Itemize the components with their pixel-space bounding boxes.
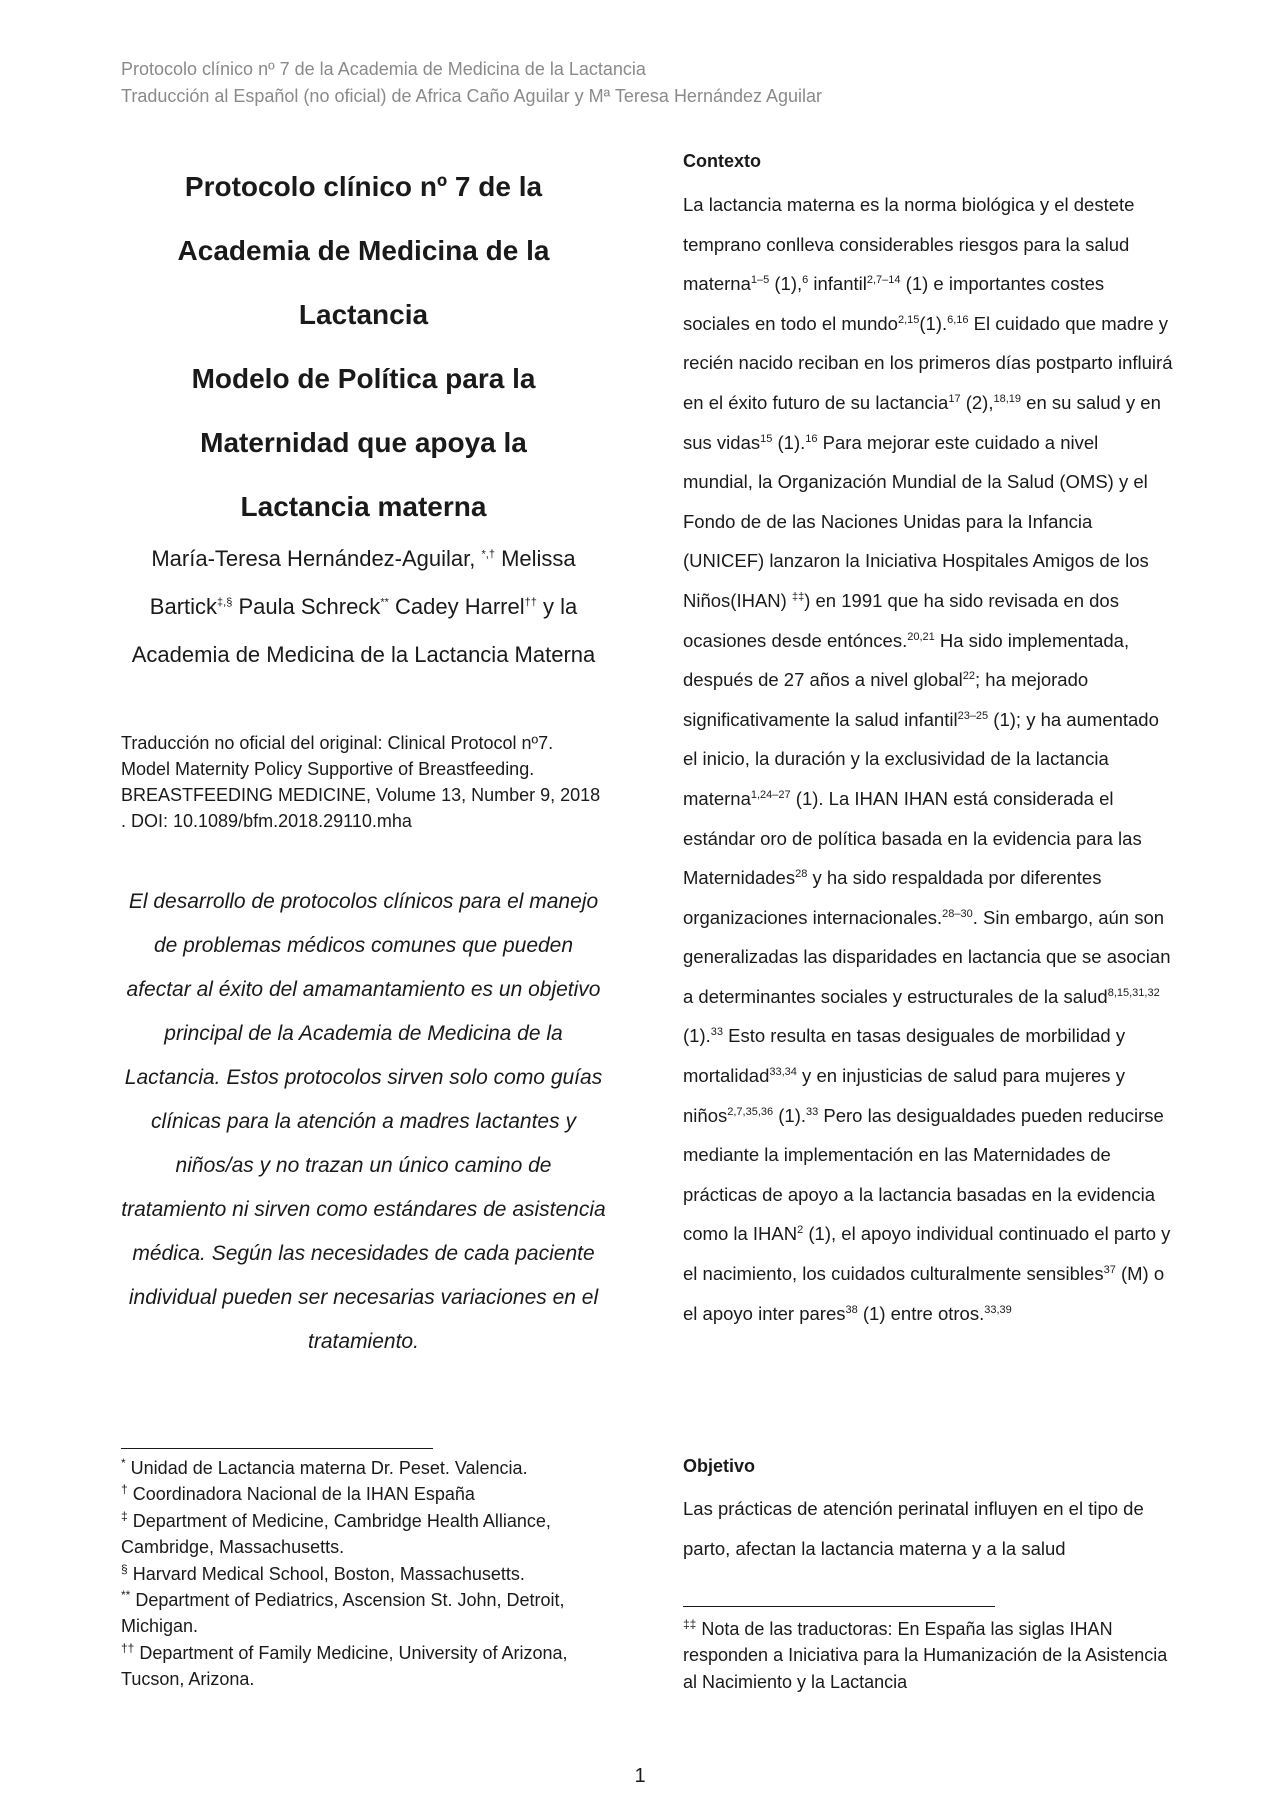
citation-superscript: 1,24–27 [750,788,791,801]
footnote-mark: ** [121,1588,131,1603]
citation-superscript: 17 [948,392,961,405]
body-text-run: (1). [772,431,806,453]
footnote-item [121,1455,606,1481]
running-header [121,56,1181,110]
footnote-text: Nota de las traductoras: En España las siglas IHAN responden a Iniciativa para la Humanización de la Asistencia al Nacimiento y la Lactancia [683,1619,1168,1692]
citation-superscript: 22 [962,669,976,682]
citation-superscript: 16 [805,432,818,445]
footnote-mark: † [121,1482,128,1497]
footnote-text: Department of Medicine, Cambridge Health Alliance, Cambridge, Massachusetts. [121,1510,551,1558]
citation-superscript: 33 [806,1105,819,1118]
footnote-item [121,1508,606,1561]
body-text-run: en su salud y en sus vidas [683,391,1161,453]
citation-superscript: 37 [1103,1263,1116,1276]
citation-superscript: 2,7,35,36 [727,1105,774,1118]
author-list [121,535,606,679]
title-line: Modelo de Política para la [191,363,536,394]
author-affiliation-mark: ** [380,596,389,609]
title-line: Maternidad que apoya la [200,427,527,458]
citation-superscript: 28 [795,867,808,880]
footnote-mark: ‡ [121,1508,128,1523]
footnote-text: Coordinadora Nacional de la IHAN España [127,1484,475,1505]
footnote-item [121,1481,606,1507]
citation-superscript: 2 [797,1224,804,1237]
title-line: Academia de Medicina de la [177,235,550,266]
title-line: Lactancia [298,299,429,330]
section-body-contexto [683,185,1173,1333]
author-name: María-Teresa Hernández-Aguilar, [151,546,482,571]
citation-superscript: 23–25 [957,709,989,722]
citation-superscript: 1–5 [750,274,770,287]
footnote-text: Department of Family Medicine, University of Arizona, Tucson, Arizona. [121,1642,568,1690]
footnote-text: Unidad de Lactancia materna Dr. Peset. Valencia. [125,1458,528,1478]
footnote-item [121,1587,606,1640]
citation-superscript: 2,15 [897,313,920,326]
translation-note: Traducción no oficial del original: Clinical Protocol nº7. Model Maternity Policy Supportive of Breastfeeding. BREASTFEEDING MEDICINE, Volume 13, Number 9, 2018 . DOI: 10.1089/bfm.2018.29110.mha [121,733,601,831]
abstract-disclaimer: El desarrollo de protocolos clínicos para el manejo de problemas médicos comunes que pueden afectar al éxito del amamantamiento es un objetivo principal de la Academia de Medicina de la Lactancia. Estos protocolos sirven solo como guías clínicas para la atención a madres lactantes y niños/as y no trazan un único camino de tratamiento ni sirven como estándares de asistencia médica. Según las necesidades de cada paciente individual pueden ser necesarias variaciones en el tratamiento. [121,890,606,1353]
footnote-divider [121,1448,433,1449]
citation-superscript: 20,21 [907,630,935,643]
citation-superscript: ‡‡ [791,590,805,603]
body-text-run: (2), [960,391,994,413]
body-text-run: . Sin embargo, aún son generalizadas las disparidades en lactancia que se asocian a determinantes sociales y estructurales de la salud [683,906,1171,1007]
body-text-run: (1). La IHAN IHAN está considerada el estándar oro de política basada en la evidencia para las Maternidades [683,787,1142,889]
footnote-mark: †† [121,1640,135,1655]
author-affiliation-mark: †† [524,596,537,609]
footnote-mark: * [121,1456,126,1470]
citation-superscript: 18,19 [993,392,1022,405]
running-header-line-1: Protocolo clínico nº 7 de la Academia de Medicina de la Lactancia [121,59,646,79]
footnotes-affiliations [121,1455,606,1693]
footnote-divider [683,1606,995,1607]
body-text-run: y ha sido respaldada por diferentes organizaciones internacionales. [683,867,1102,928]
footnote-text: Harvard Medical School, Boston, Massachusetts. [127,1563,525,1584]
body-text-run: (1). [773,1104,806,1126]
body-text-run: y en injusticias de salud para mujeres y niños [683,1065,1125,1126]
body-text-run: (M) o el apoyo inter pares [683,1263,1165,1324]
running-header-line-2: Traducción al Español (no oficial) de Africa Caño Aguilar y Mª Teresa Hernández Aguilar [121,86,823,106]
body-text-run: (1). [919,312,948,334]
body-text-run: ) en 1991 que ha sido revisada en dos ocasiones desde entónces. [683,589,1119,651]
body-text-run: ; ha mejorado significativamente la salud infantil [683,669,1089,730]
body-text-run: (1) e importantes costes sociales en todo el mundo [683,273,1105,334]
citation-superscript: 28–30 [942,907,973,920]
citation-superscript: 6,16 [947,313,969,326]
body-text-run: (1), el apoyo individual continuado el parto y el nacimiento, los cuidados culturalmente sensibles [683,1223,1171,1285]
body-text-run: El cuidado que madre y recién nacido reciban en los primeros días postparto influirá en el éxito futuro de su lactancia [683,312,1173,413]
section-heading-contexto: Contexto [683,151,761,171]
body-text-run: (1), [769,273,803,295]
body-text-run: (1); y ha aumentado el inicio, la duración y la exclusividad de la lactancia materna [683,708,1159,809]
author-name: y la Academia de Medicina de la Lactancia Materna [131,594,596,667]
body-text-run: infantil [808,273,867,295]
author-name: Melissa Bartick [149,546,576,619]
page-number: 1 [634,1765,646,1787]
body-text-run: Esto resulta en tasas desiguales de morbilidad y mortalidad [683,1025,1126,1087]
footnote-item [121,1640,606,1693]
author-affiliation-mark: ‡,§ [217,596,233,609]
body-text-run: Pero las desigualdades pueden reducirse mediante la implementación en las Maternidades de prácticas de apoyo a la lactancia basadas en la evidencia como la IHAN [683,1104,1164,1245]
citation-superscript: 33,34 [769,1065,797,1078]
body-text-run: (1) entre otros. [857,1302,985,1324]
body-text-run: (1). [683,1025,711,1047]
body-text-run: Para mejorar este cuidado a nivel mundial, la Organización Mundial de la Salud (OMS) y el Fondo de de las Naciones Unidas para la Infancia (UNICEF) lanzaron la Iniciativa Hospitales Amigos de los Niños(IHAN) [683,431,1149,611]
body-text-run: Ha sido implementada, después de 27 años a nivel global [683,629,1130,691]
footnote-mark: ‡‡ [683,1617,697,1631]
author-affiliation-mark: *,† [481,548,495,561]
document-title [121,155,606,539]
author-name: Cadey Harrel [388,594,525,619]
citation-superscript: 38 [845,1303,858,1316]
title-line: Protocolo clínico nº 7 de la [184,171,543,202]
author-name: Paula Schreck [232,594,381,619]
footnote-item [121,1561,606,1587]
citation-superscript: 2,7–14 [866,274,901,287]
title-line: Lactancia materna [240,491,487,522]
footnote-translator-note [683,1616,1173,1695]
footnote-item [683,1616,1173,1695]
footnote-text: Department of Pediatrics, Ascension St. John, Detroit, Michigan. [121,1590,565,1637]
citation-superscript: 33 [710,1026,723,1039]
citation-superscript: 15 [760,432,773,445]
section-heading-objetivo: Objetivo [683,1456,756,1476]
citation-superscript: 8,15,31,32 [1107,986,1160,999]
body-text-run: La lactancia materna es la norma biológica y el destete temprano conlleva considerables riesgos para la salud materna [683,194,1135,295]
citation-superscript: 33,39 [984,1303,1012,1316]
section-body-objetivo: Las prácticas de atención perinatal influyen en el tipo de parto, afectan la lactancia materna y a la salud [683,1498,1144,1559]
footnote-mark: § [121,1561,128,1576]
citation-superscript: 6 [802,274,809,287]
